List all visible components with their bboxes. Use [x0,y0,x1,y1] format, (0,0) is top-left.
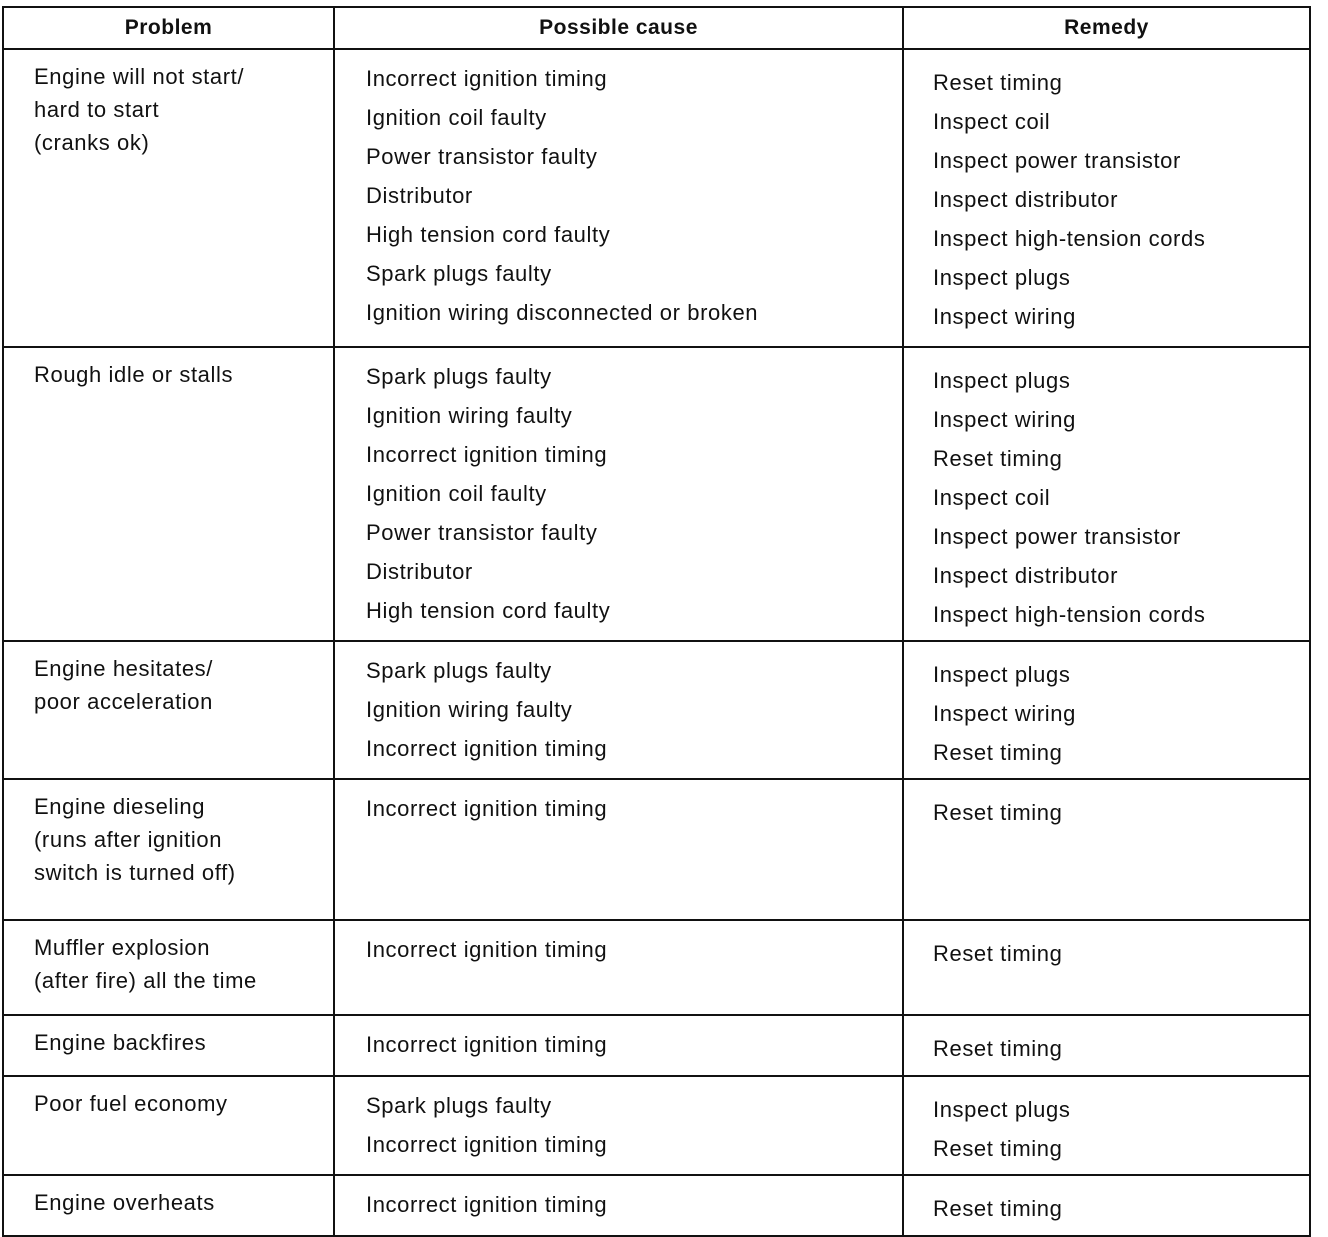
remedy-text: Reset timing [933,70,1063,95]
cause-text: Distributor [366,559,473,584]
table-row [3,1175,1310,1236]
cause-cell [334,347,903,641]
cause-text: Incorrect ignition timing [366,937,608,962]
troubleshooting-table [2,6,1311,1237]
cause-text: Power transistor faulty [366,520,598,545]
problem-text: Muffler explosion [34,935,211,960]
remedy-text: Inspect power transistor [933,148,1181,173]
problem-cell [3,1076,334,1175]
cause-cell [334,1076,903,1175]
cause-text: Spark plugs faulty [366,364,552,389]
cause-text: Power transistor faulty [366,144,598,169]
cause-text: High tension cord faulty [366,598,611,623]
cause-text: Incorrect ignition timing [366,796,608,821]
problem-text: switch is turned off) [34,860,236,885]
remedy-cell [903,641,1310,779]
problem-cell [3,1015,334,1076]
cause-text: Incorrect ignition timing [366,1132,608,1157]
cause-cell [334,1015,903,1076]
problem-text: Rough idle or stalls [34,362,234,387]
problem-cell [3,779,334,920]
remedy-text: Inspect plugs [933,368,1071,393]
cause-text: Ignition wiring faulty [366,697,573,722]
cause-text: High tension cord faulty [366,222,611,247]
problem-cell [3,1175,334,1236]
table-row [3,1015,1310,1076]
problem-text: Engine hesitates/ [34,656,213,681]
table-row [3,779,1310,920]
header-remedy: Remedy [903,7,1310,49]
remedy-text: Inspect plugs [933,1097,1071,1122]
cause-text: Incorrect ignition timing [366,442,608,467]
cause-text: Incorrect ignition timing [366,66,608,91]
remedy-text: Inspect wiring [933,407,1076,432]
cause-cell [334,920,903,1015]
header-possible-cause: Possible cause [334,7,903,49]
problem-text: (cranks ok) [34,130,150,155]
problem-cell [3,49,334,347]
problem-text: (runs after ignition [34,827,223,852]
remedy-cell [903,1076,1310,1175]
header-row [3,7,1310,49]
remedy-text: Inspect wiring [933,304,1076,329]
remedy-text: Inspect power transistor [933,524,1181,549]
remedy-text: Inspect distributor [933,187,1119,212]
problem-text: poor acceleration [34,689,213,714]
remedy-text: Inspect high-tension cords [933,226,1206,251]
problem-text: (after fire) all the time [34,968,257,993]
remedy-text: Inspect wiring [933,701,1076,726]
cause-text: Incorrect ignition timing [366,1032,608,1057]
problem-cell [3,347,334,641]
cause-text: Spark plugs faulty [366,261,552,286]
problem-text: Poor fuel economy [34,1091,228,1116]
remedy-cell [903,779,1310,920]
cause-cell [334,49,903,347]
remedy-text: Inspect plugs [933,265,1071,290]
cause-text: Incorrect ignition timing [366,1192,608,1217]
remedy-text: Reset timing [933,1036,1063,1061]
remedy-text: Reset timing [933,740,1063,765]
problem-text: Engine will not start/ [34,64,245,89]
remedy-text: Reset timing [933,1196,1063,1221]
cause-cell [334,641,903,779]
table-row [3,49,1310,347]
remedy-text: Inspect plugs [933,662,1071,687]
problem-cell [3,641,334,779]
table-row [3,920,1310,1015]
cause-text: Ignition coil faulty [366,105,547,130]
remedy-cell [903,347,1310,641]
problem-text: hard to start [34,97,160,122]
table-row [3,641,1310,779]
cause-text: Ignition coil faulty [366,481,547,506]
problem-text: Engine overheats [34,1190,215,1215]
remedy-text: Reset timing [933,800,1063,825]
remedy-text: Reset timing [933,446,1063,471]
cause-cell [334,1175,903,1236]
remedy-cell [903,920,1310,1015]
remedy-cell [903,1015,1310,1076]
remedy-cell [903,1175,1310,1236]
remedy-text: Reset timing [933,1136,1063,1161]
cause-cell [334,779,903,920]
cause-text: Spark plugs faulty [366,1093,552,1118]
cause-text: Ignition wiring faulty [366,403,573,428]
cause-text: Spark plugs faulty [366,658,552,683]
problem-cell [3,920,334,1015]
table-row [3,1076,1310,1175]
table-body [3,49,1310,1236]
problem-text: Engine dieseling [34,794,206,819]
cause-text: Distributor [366,183,473,208]
remedy-text: Inspect distributor [933,563,1119,588]
remedy-text: Inspect coil [933,485,1051,510]
remedy-text: Reset timing [933,941,1063,966]
remedy-cell [903,49,1310,347]
remedy-text: Inspect coil [933,109,1051,134]
table-row [3,347,1310,641]
header-problem: Problem [3,7,334,49]
remedy-text: Inspect high-tension cords [933,602,1206,627]
cause-text: Incorrect ignition timing [366,736,608,761]
cause-text: Ignition wiring disconnected or broken [366,300,759,325]
problem-text: Engine backfires [34,1030,207,1055]
